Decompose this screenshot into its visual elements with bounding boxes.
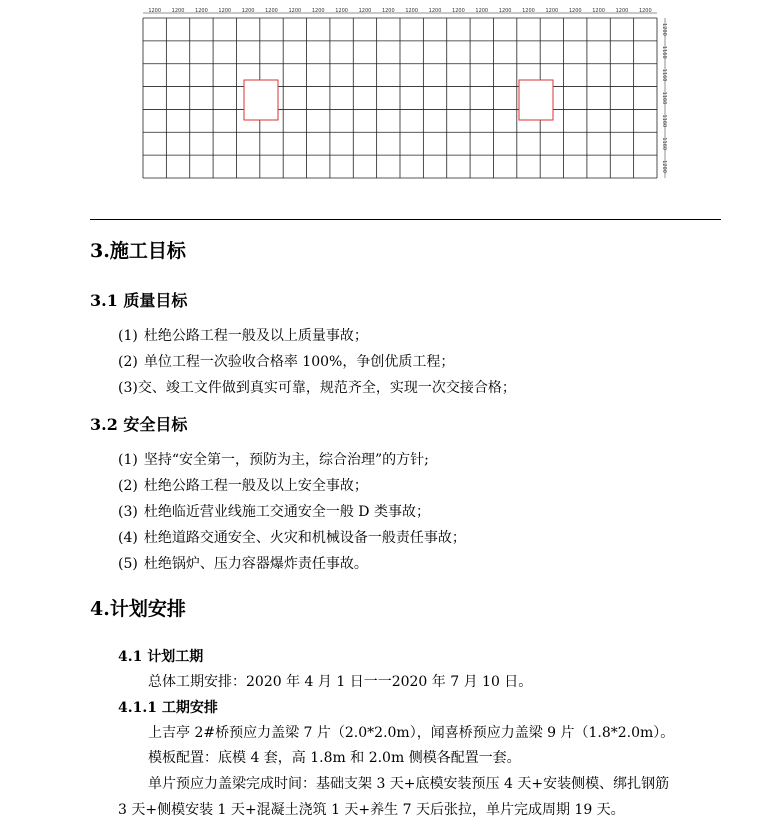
section-4-title: 4.计划安排 [90,598,186,620]
top-dimension-label: 1200 [148,8,162,14]
section-3-2-title: 3.2 安全目标 [90,415,188,434]
safety-item [118,477,368,495]
top-dimension-label: 1200 [475,8,489,14]
paragraph: 上吉亭 2#桥预应力盖梁 7 片（2.0*2.0m），闻喜桥预应力盖梁 9 片（1.8*2.0m）。 [148,725,675,741]
top-dimension-label: 1200 [592,8,605,14]
top-dimension-label: 1200 [522,8,535,14]
item-number: (1) [118,452,138,468]
top-dimension-label: 1200 [568,8,582,14]
item-number: (2) [118,478,138,494]
safety-item [118,503,430,521]
side-dimension-label: 1160 [661,91,667,105]
item-text: 坚持“安全第一，预防为主，综合治理”的方针; [143,452,429,468]
top-dimension-label: 1200 [171,8,185,14]
paragraph: 模板配置：底模 4 套，高 1.8m 和 2.0m 侧模各配置一套。 [148,750,521,766]
top-dimension-label: 1200 [265,8,278,14]
formwork-grid-drawing [138,6,668,182]
section-4-1-title: 4.1 计划工期 [118,649,204,665]
side-dimension-label: 1160 [661,114,667,128]
item-number: (3) [118,504,138,520]
item-text: 杜绝公路工程一般及以上质量事故； [143,328,368,344]
side-dimension-label: 1200 [661,160,667,173]
item-number: (3) [118,380,138,396]
quality-item [118,379,516,397]
grid-lines [143,13,665,178]
top-dimension-label: 1200 [335,8,348,14]
top-dimension-label: 1200 [218,8,232,14]
section-3-1-title: 3.1 质量目标 [90,291,188,310]
item-text: 单位工程一次验收合格率 100%，争创优质工程； [143,354,455,370]
item-text: 杜绝公路工程一般及以上安全事故； [143,478,368,494]
top-dimension-label: 1200 [405,8,419,14]
column-outline-left [244,80,278,120]
side-dimension-label: 1160 [661,45,667,59]
top-dimension-label: 1200 [615,8,629,14]
top-dimension-label: 1200 [195,8,208,14]
paragraph: 3 天+侧模安装 1 天+混凝土浇筑 1 天+养生 7 天后张拉，单片完成周期 19 天。 [118,802,625,818]
side-dimension-label: 1160 [661,137,667,151]
top-dimension-label: 1200 [241,8,255,14]
column-outline-right [519,80,553,120]
item-number: (2) [118,354,138,370]
paragraph: 单片预应力盖梁完成时间：基础支架 3 天+底模安装预压 4 天+安装侧模、绑扎钢筋 [148,776,670,792]
top-dimension-label: 1200 [288,8,302,14]
item-number: (5) [118,556,138,572]
top-dimension-label: 1200 [428,8,442,14]
side-dimension-labels [661,23,667,173]
safety-item [118,555,368,573]
quality-item [118,353,454,371]
item-text: 杜绝锅炉、压力容器爆炸责任事故。 [143,556,368,572]
item-text: 杜绝道路交通安全、火灾和机械设备一般责任事故； [143,530,466,546]
item-number: (1) [118,328,138,344]
section-divider [90,219,721,220]
side-dimension-label: 1160 [661,68,667,82]
top-dimension-label: 1200 [452,8,465,14]
quality-item [118,327,368,345]
section-3-title: 3.施工目标 [90,240,186,262]
item-text: 交、竣工文件做到真实可靠，规范齐全，实现一次交接合格； [137,380,516,396]
safety-item [118,451,429,469]
top-dimension-label: 1200 [498,8,512,14]
schedule-overview: 总体工期安排：2020 年 4 月 1 日一一2020 年 7 月 10 日。 [148,674,533,690]
top-dimension-label: 1200 [358,8,372,14]
top-dimension-label: 1200 [638,8,652,14]
item-number: (4) [118,530,138,546]
safety-item [118,529,466,547]
side-dimension-label: 1200 [661,23,667,36]
top-dimension-label: 1200 [311,8,325,14]
section-4-1-1-title: 4.1.1 工期安排 [118,700,218,716]
top-dimension-label: 1200 [381,8,395,14]
item-text: 杜绝临近营业线施工交通安全一般 D 类事故； [143,504,430,520]
top-dimension-label: 1200 [545,8,559,14]
